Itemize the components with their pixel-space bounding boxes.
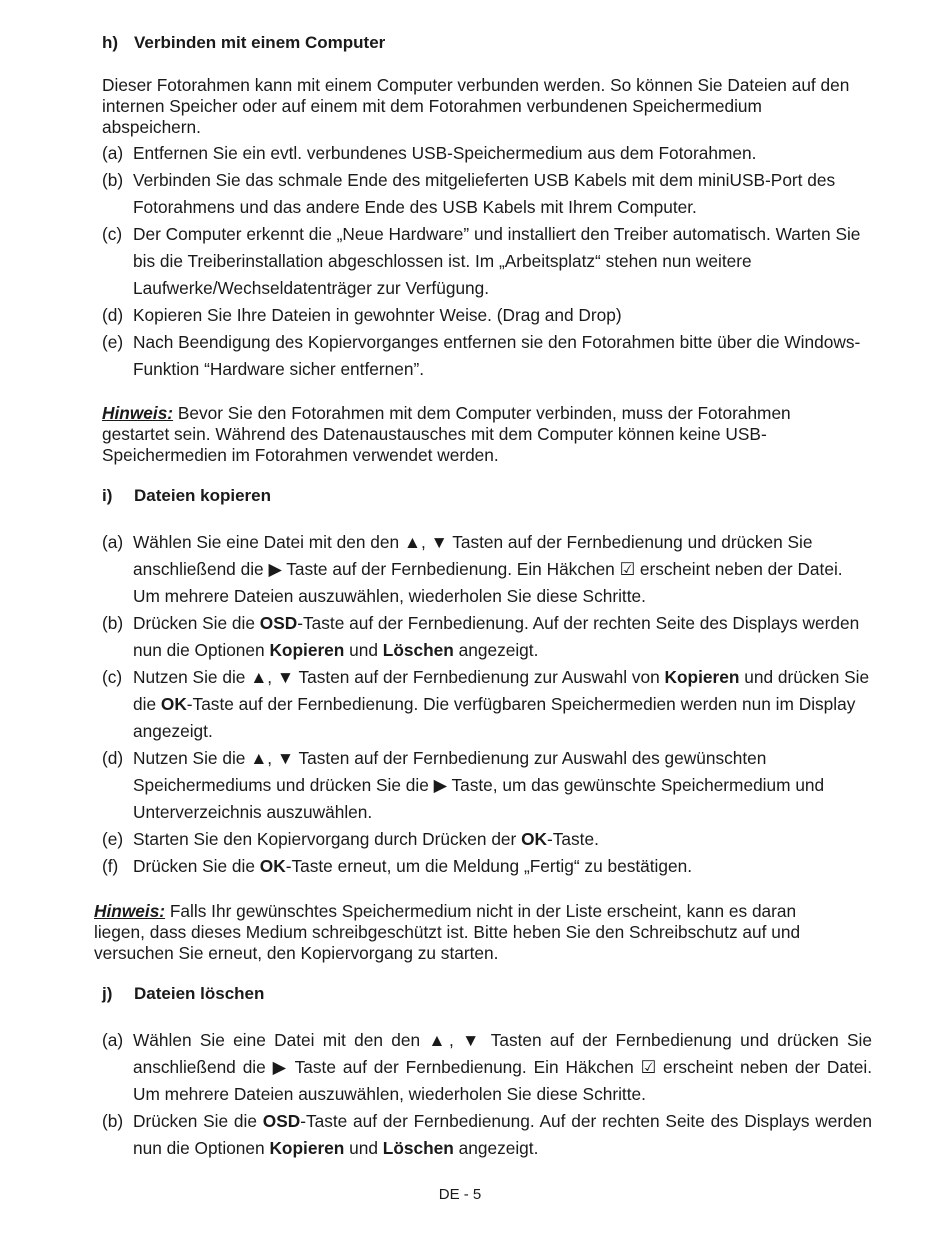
text-segment: und [344, 640, 383, 660]
list-item [102, 664, 872, 745]
step-text [133, 613, 859, 660]
text-segment: -Taste auf der Fernbedienung. Die verfügbaren Speichermedien werden nun im Display angezeigt. [133, 694, 856, 741]
section-h-intro: Dieser Fotorahmen kann mit einem Computer verbunden werden. So können Sie Dateien auf den internen Speicher oder auf einem mit dem Fotorahmen verbundenen Speichermedium abspeichern. [102, 75, 850, 137]
step-label: (d) [102, 748, 124, 768]
text-segment: Wählen Sie eine Datei mit den den ▲, ▼ Tasten auf der Fernbedienung und drücken Sie anschließend die ▶ Taste auf der Fernbedienung. Ein Häkchen ☑ erscheint neben der Datei. Um mehrere Dateien auszuwählen, wiederholen Sie diese Schritte. [133, 1030, 872, 1104]
note-label: Hinweis: [94, 901, 166, 921]
step-label: (a) [102, 1030, 124, 1050]
list-item [102, 140, 872, 167]
list-item [102, 745, 872, 826]
step-text [133, 1027, 872, 1108]
step-label: (a) [102, 532, 124, 552]
list-item [102, 302, 872, 329]
step-text: Entfernen Sie ein evtl. verbundenes USB-Speichermedium aus dem Fotorahmen. [133, 143, 757, 163]
text-segment: Drücken Sie die [133, 1111, 263, 1131]
bold-term: OK [160, 694, 187, 714]
section-i-note [94, 901, 842, 963]
page-number: DE - 5 [438, 1186, 482, 1203]
step-text [133, 667, 869, 741]
step-label: (b) [102, 613, 124, 633]
text-segment: -Taste auf der Fernbedienung. Auf der rechten Seite des Displays werden nun die Optionen [133, 613, 860, 660]
step-label: (a) [102, 143, 124, 163]
text-segment: Drücken Sie die [133, 613, 260, 633]
text-segment: -Taste. [547, 829, 599, 849]
bold-term: Kopieren [664, 667, 740, 687]
bold-term: OSD [262, 1111, 301, 1131]
text-segment: und [344, 1138, 383, 1158]
text-segment: und drücken Sie die [133, 667, 870, 714]
note-label: Hinweis: [102, 403, 174, 423]
section-j-letter: j) [102, 984, 113, 1003]
section-j-title: Dateien löschen [134, 984, 265, 1003]
step-label: (d) [102, 305, 124, 325]
bold-term: Löschen [382, 1138, 454, 1158]
bold-term: Kopieren [269, 640, 345, 660]
section-i-steps [102, 529, 872, 880]
section-i-title: Dateien kopieren [134, 486, 271, 505]
section-j-steps [102, 1027, 872, 1162]
list-item [102, 826, 872, 853]
list-item [102, 853, 872, 880]
section-i-letter: i) [102, 486, 113, 505]
step-text [133, 829, 599, 849]
list-item [102, 529, 872, 610]
list-item [102, 1108, 872, 1162]
step-text [133, 532, 843, 606]
text-segment: Wählen Sie eine Datei mit den den ▲, ▼ Tasten auf der Fernbedienung und drücken Sie anschließend die ▶ Taste auf der Fernbedienung. Ein Häkchen ☑ erscheint neben der Datei. Um mehrere Dateien auszuwählen, wiederholen Sie diese Schritte. [133, 532, 843, 606]
step-label: (f) [102, 856, 119, 876]
text-segment: Starten Sie den Kopiervorgang durch Drücken der [133, 829, 522, 849]
note-text: Falls Ihr gewünschtes Speichermedium nicht in der Liste erscheint, kann es daran liegen, dass dieses Medium schreibgeschützt ist. Bitte heben Sie den Schreibschutz auf und versuchen Sie erneut, den Kopiervorgang zu starten. [94, 901, 801, 963]
step-text [133, 748, 824, 822]
text-segment: angezeigt. [453, 1138, 539, 1158]
step-label: (b) [102, 1111, 124, 1131]
step-text: Nach Beendigung des Kopiervorganges entfernen sie den Fotorahmen bitte über die Windows-Funktion “Hardware sicher entfernen”. [133, 332, 861, 379]
step-text: Der Computer erkennt die „Neue Hardware” und installiert den Treiber automatisch. Warten Sie bis die Treiberinstallation abgeschlossen ist. Im „Arbeitsplatz“ stehen nun weitere Laufwerke/Wechseldatenträger zur Verfügung. [133, 224, 861, 298]
step-label: (e) [102, 332, 124, 352]
text-segment: -Taste auf der Fernbedienung. Auf der rechten Seite des Displays werden nun die Optionen [133, 1111, 873, 1158]
section-h-steps [102, 140, 872, 383]
step-text: Kopieren Sie Ihre Dateien in gewohnter Weise. (Drag and Drop) [133, 305, 622, 325]
text-segment: Nutzen Sie die ▲, ▼ Tasten auf der Fernbedienung zur Auswahl des gewünschten Speichermediums und drücken Sie die ▶ Taste, um das gewünschte Speichermedium und Unterverzeichnis auszuwählen. [133, 748, 825, 822]
list-item [102, 167, 872, 221]
list-item [102, 221, 872, 302]
text-segment: -Taste erneut, um die Meldung „Fertig“ zu bestätigen. [285, 856, 693, 876]
step-text [133, 856, 692, 876]
step-text: Verbinden Sie das schmale Ende des mitgelieferten USB Kabels mit dem miniUSB-Port des Fotorahmens und das andere Ende des USB Kabels mit Ihrem Computer. [133, 170, 836, 217]
bold-term: Kopieren [269, 1138, 345, 1158]
step-label: (b) [102, 170, 124, 190]
section-h-letter: h) [102, 33, 119, 52]
bold-term: OK [521, 829, 548, 849]
list-item [102, 329, 872, 383]
note-text: Bevor Sie den Fotorahmen mit dem Computer verbinden, muss der Fotorahmen gestartet sein. Während des Datenaustausches mit dem Computer können keine USB-Speichermedien im Fotorahmen verwendet werden. [102, 403, 791, 465]
step-label: (e) [102, 829, 124, 849]
section-h-note [102, 403, 832, 465]
bold-term: OK [259, 856, 286, 876]
bold-term: Löschen [382, 640, 454, 660]
step-label: (c) [102, 224, 123, 244]
text-segment: angezeigt. [453, 640, 539, 660]
text-segment: Drücken Sie die [133, 856, 260, 876]
section-h-title: Verbinden mit einem Computer [134, 33, 386, 52]
list-item [102, 610, 872, 664]
text-segment: Nutzen Sie die ▲, ▼ Tasten auf der Fernbedienung zur Auswahl von [133, 667, 665, 687]
list-item [102, 1027, 872, 1108]
bold-term: OSD [259, 613, 298, 633]
step-label: (c) [102, 667, 123, 687]
step-text [133, 1108, 872, 1162]
